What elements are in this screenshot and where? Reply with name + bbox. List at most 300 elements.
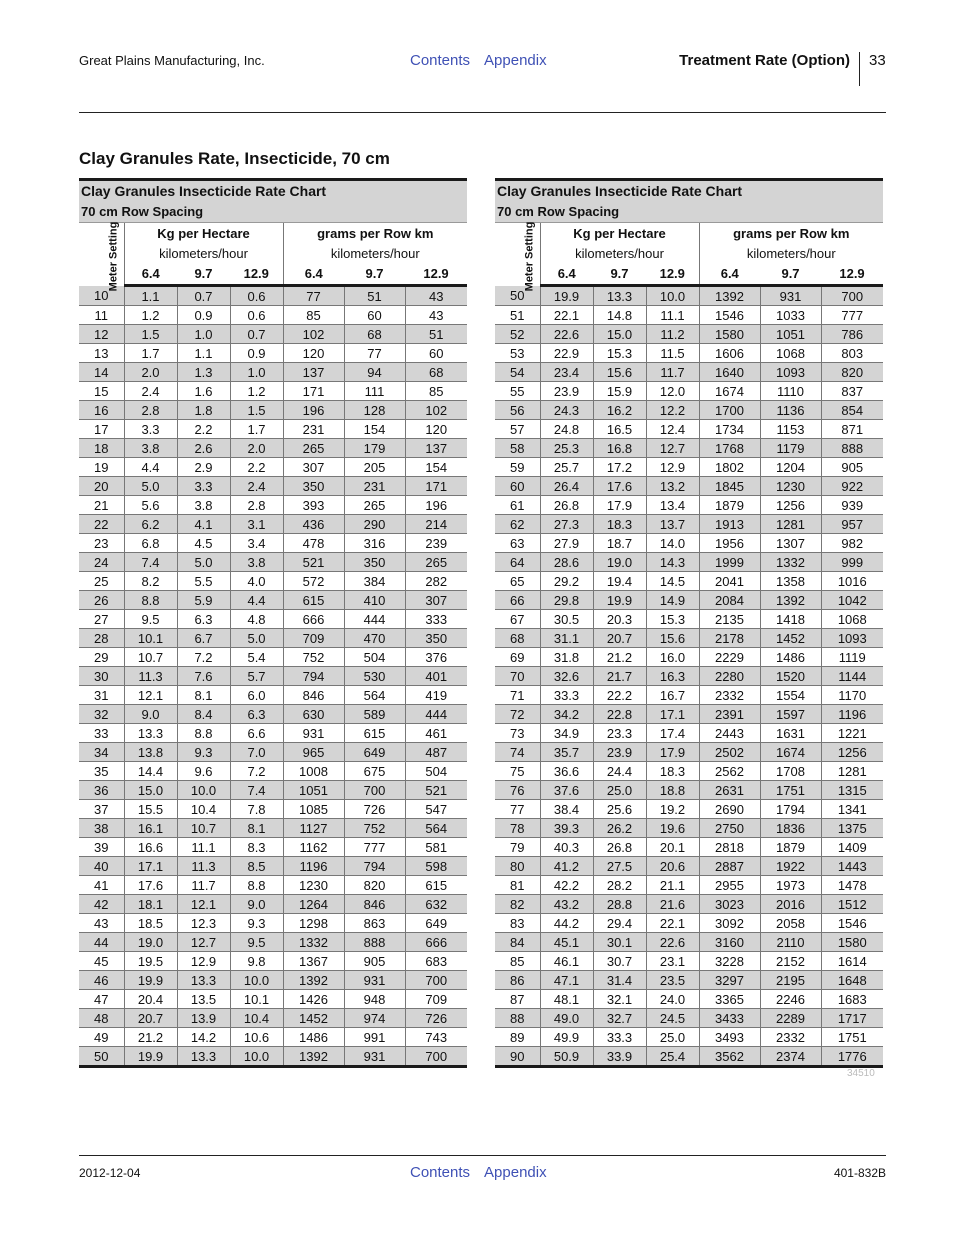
table-row bbox=[495, 1009, 883, 1028]
rate-cell: 11.7 bbox=[646, 363, 699, 382]
rate-cell: 22.6 bbox=[646, 933, 699, 952]
rate-cell: 33.3 bbox=[593, 1028, 646, 1047]
rate-cell: 931 bbox=[283, 724, 344, 743]
rate-cell: 837 bbox=[821, 382, 883, 401]
rate-cell: 1.5 bbox=[124, 325, 177, 344]
speed-column-header: 9.7 bbox=[593, 263, 646, 286]
rate-cell: 6.8 bbox=[124, 534, 177, 553]
rate-cell: 2016 bbox=[760, 895, 821, 914]
rate-cell: 6.2 bbox=[124, 515, 177, 534]
rate-cell: 22.6 bbox=[540, 325, 593, 344]
rate-cell: 10.7 bbox=[124, 648, 177, 667]
table-row bbox=[79, 743, 467, 762]
rate-cell: 1486 bbox=[760, 648, 821, 667]
table-row bbox=[495, 857, 883, 876]
rate-cell: 13.9 bbox=[177, 1009, 230, 1028]
rate-cell: 2110 bbox=[760, 933, 821, 952]
rate-cell: 1196 bbox=[821, 705, 883, 724]
rate-cell: 2.0 bbox=[124, 363, 177, 382]
rate-cell: 888 bbox=[821, 439, 883, 458]
footer-appendix-link[interactable]: Appendix bbox=[484, 1164, 547, 1181]
rate-cell: 1.2 bbox=[230, 382, 283, 401]
meter-setting-cell: 21 bbox=[79, 496, 124, 515]
rate-cell: 350 bbox=[344, 553, 405, 572]
rate-cell: 3160 bbox=[699, 933, 760, 952]
rate-cell: 2195 bbox=[760, 971, 821, 990]
header-row-speeds bbox=[495, 263, 883, 286]
rate-cell: 1614 bbox=[821, 952, 883, 971]
rate-cell: 1256 bbox=[821, 743, 883, 762]
rate-cell: 47.1 bbox=[540, 971, 593, 990]
meter-setting-cell: 20 bbox=[79, 477, 124, 496]
rate-cell: 12.3 bbox=[177, 914, 230, 933]
rate-cell: 7.2 bbox=[230, 762, 283, 781]
rate-cell: 1162 bbox=[283, 838, 344, 857]
rate-cell: 4.4 bbox=[124, 458, 177, 477]
rate-cell: 3.8 bbox=[230, 553, 283, 572]
rate-cell: 1520 bbox=[760, 667, 821, 686]
rate-cell: 137 bbox=[283, 363, 344, 382]
rate-cell: 28.6 bbox=[540, 553, 593, 572]
rate-cell: 7.8 bbox=[230, 800, 283, 819]
rate-cell: 10.4 bbox=[177, 800, 230, 819]
table-row bbox=[79, 933, 467, 952]
rate-cell: 2246 bbox=[760, 990, 821, 1009]
table-row bbox=[79, 344, 467, 363]
table-row bbox=[495, 800, 883, 819]
table-head bbox=[495, 221, 883, 292]
rate-cell: 120 bbox=[405, 420, 467, 439]
rate-cell: 32.7 bbox=[593, 1009, 646, 1028]
rate-cell: 1127 bbox=[283, 819, 344, 838]
rate-cell: 17.1 bbox=[646, 705, 699, 724]
rate-cell: 2955 bbox=[699, 876, 760, 895]
table-row bbox=[79, 857, 467, 876]
rate-cell: 3365 bbox=[699, 990, 760, 1009]
rate-cell: 43.2 bbox=[540, 895, 593, 914]
rate-cell: 1281 bbox=[760, 515, 821, 534]
rate-cell: 2631 bbox=[699, 781, 760, 800]
rate-cell: 196 bbox=[405, 496, 467, 515]
rate-cell: 39.3 bbox=[540, 819, 593, 838]
rate-cell: 1648 bbox=[821, 971, 883, 990]
rate-cell: 5.0 bbox=[177, 553, 230, 572]
rate-cell: 3.3 bbox=[177, 477, 230, 496]
rate-cell: 521 bbox=[405, 781, 467, 800]
rate-cell: 36.6 bbox=[540, 762, 593, 781]
rate-cell: 30.5 bbox=[540, 610, 593, 629]
rate-cell: 14.5 bbox=[646, 572, 699, 591]
table-row bbox=[79, 819, 467, 838]
rate-cell: 1486 bbox=[283, 1028, 344, 1047]
meter-setting-cell: 74 bbox=[495, 743, 540, 762]
rate-cell: 615 bbox=[405, 876, 467, 895]
rate-cell: 171 bbox=[283, 382, 344, 401]
table-row bbox=[79, 325, 467, 344]
rate-cell: 487 bbox=[405, 743, 467, 762]
rate-cell: 19.4 bbox=[593, 572, 646, 591]
rate-cell: 2.8 bbox=[124, 401, 177, 420]
meter-setting-cell: 84 bbox=[495, 933, 540, 952]
rate-cell: 179 bbox=[344, 439, 405, 458]
rate-cell: 30.7 bbox=[593, 952, 646, 971]
rate-cell: 820 bbox=[344, 876, 405, 895]
rate-cell: 393 bbox=[283, 496, 344, 515]
rate-cell: 94 bbox=[344, 363, 405, 382]
rate-cell: 15.6 bbox=[646, 629, 699, 648]
rate-cell: 957 bbox=[821, 515, 883, 534]
table-row bbox=[495, 344, 883, 363]
rate-cell: 8.3 bbox=[230, 838, 283, 857]
speed-column-header: 9.7 bbox=[177, 263, 230, 286]
meter-setting-cell: 44 bbox=[79, 933, 124, 952]
rate-cell: 1768 bbox=[699, 439, 760, 458]
rate-cell: 1478 bbox=[821, 876, 883, 895]
rate-cell: 18.5 bbox=[124, 914, 177, 933]
rate-cell: 1794 bbox=[760, 800, 821, 819]
table-row bbox=[79, 553, 467, 572]
rate-cell: 1230 bbox=[283, 876, 344, 895]
meter-setting-cell: 76 bbox=[495, 781, 540, 800]
rate-cell: 871 bbox=[821, 420, 883, 439]
meter-setting-cell: 34 bbox=[79, 743, 124, 762]
meter-setting-cell: 62 bbox=[495, 515, 540, 534]
rate-cell: 743 bbox=[405, 1028, 467, 1047]
rate-cell: 77 bbox=[344, 344, 405, 363]
table-row bbox=[79, 648, 467, 667]
rate-cell: 1392 bbox=[283, 1047, 344, 1067]
rate-cell: 37.6 bbox=[540, 781, 593, 800]
rate-cell: 1170 bbox=[821, 686, 883, 705]
rate-cell: 20.4 bbox=[124, 990, 177, 1009]
rate-cell: 3.1 bbox=[230, 515, 283, 534]
rate-cell: 16.2 bbox=[593, 401, 646, 420]
rate-cell: 752 bbox=[283, 648, 344, 667]
rate-cell: 12.7 bbox=[177, 933, 230, 952]
table-row bbox=[495, 895, 883, 914]
speed-unit-label: kilometers/hour bbox=[699, 243, 883, 263]
table-row bbox=[495, 534, 883, 553]
meter-setting-cell: 23 bbox=[79, 534, 124, 553]
rate-cell: 12.0 bbox=[646, 382, 699, 401]
kg-per-hectare-header: Kg per Hectare bbox=[573, 225, 666, 241]
rate-cell: 19.6 bbox=[646, 819, 699, 838]
rate-cell: 6.6 bbox=[230, 724, 283, 743]
rate-cell: 13.3 bbox=[124, 724, 177, 743]
table-row bbox=[495, 401, 883, 420]
rate-cell: 1.2 bbox=[124, 306, 177, 325]
rate-cell: 863 bbox=[344, 914, 405, 933]
rate-cell: 2041 bbox=[699, 572, 760, 591]
rate-cell: 102 bbox=[405, 401, 467, 420]
figure-number: 34510 bbox=[847, 1068, 875, 1079]
rate-cell: 1999 bbox=[699, 553, 760, 572]
grams-per-row-km-header: grams per Row km bbox=[283, 223, 467, 243]
rate-cell: 1922 bbox=[760, 857, 821, 876]
table-row bbox=[79, 382, 467, 401]
speed-unit-label: kilometers/hour bbox=[159, 245, 248, 261]
rate-cell: 51 bbox=[405, 325, 467, 344]
table-row bbox=[495, 971, 883, 990]
table-row bbox=[495, 572, 883, 591]
rate-cell: 51 bbox=[344, 286, 405, 306]
table-row bbox=[495, 553, 883, 572]
rate-cell: 1546 bbox=[821, 914, 883, 933]
rate-cell: 17.6 bbox=[124, 876, 177, 895]
rate-cell: 15.5 bbox=[124, 800, 177, 819]
rate-cell: 794 bbox=[344, 857, 405, 876]
meter-setting-cell: 39 bbox=[79, 838, 124, 857]
rate-cell: 1033 bbox=[760, 306, 821, 325]
rate-cell: 25.6 bbox=[593, 800, 646, 819]
table-row bbox=[79, 496, 467, 515]
rate-cell: 5.6 bbox=[124, 496, 177, 515]
table-row bbox=[495, 743, 883, 762]
rate-cell: 1700 bbox=[699, 401, 760, 420]
rate-cell: 504 bbox=[405, 762, 467, 781]
rate-cell: 14.0 bbox=[646, 534, 699, 553]
rate-cell: 2332 bbox=[760, 1028, 821, 1047]
meter-setting-cell: 89 bbox=[495, 1028, 540, 1047]
rate-cell: 3023 bbox=[699, 895, 760, 914]
rate-cell: 444 bbox=[344, 610, 405, 629]
rate-cell: 1512 bbox=[821, 895, 883, 914]
rate-cell: 419 bbox=[405, 686, 467, 705]
rate-cell: 265 bbox=[344, 496, 405, 515]
table-row bbox=[79, 686, 467, 705]
rate-cell: 564 bbox=[405, 819, 467, 838]
meter-setting-cell: 85 bbox=[495, 952, 540, 971]
meter-setting-cell: 52 bbox=[495, 325, 540, 344]
rate-cell: 25.4 bbox=[646, 1047, 699, 1067]
rate-cell: 547 bbox=[405, 800, 467, 819]
rate-cell: 1.6 bbox=[177, 382, 230, 401]
rate-cell: 709 bbox=[283, 629, 344, 648]
rate-cell: 1956 bbox=[699, 534, 760, 553]
table-row bbox=[79, 591, 467, 610]
rate-cell: 752 bbox=[344, 819, 405, 838]
meter-setting-cell: 38 bbox=[79, 819, 124, 838]
contents-link[interactable]: Contents bbox=[410, 52, 471, 69]
rate-cell: 922 bbox=[821, 477, 883, 496]
rate-cell: 20.1 bbox=[646, 838, 699, 857]
rate-cell: 60 bbox=[405, 344, 467, 363]
rate-cell: 137 bbox=[405, 439, 467, 458]
table-row bbox=[495, 952, 883, 971]
rate-cell: 41.2 bbox=[540, 857, 593, 876]
table-head bbox=[79, 221, 467, 292]
rate-cell: 1597 bbox=[760, 705, 821, 724]
rate-cell: 444 bbox=[405, 705, 467, 724]
rate-cell: 1418 bbox=[760, 610, 821, 629]
footer-contents-link[interactable]: Contents bbox=[410, 1164, 471, 1181]
rate-cell: 17.9 bbox=[646, 743, 699, 762]
rate-cell: 9.6 bbox=[177, 762, 230, 781]
rate-cell: 931 bbox=[344, 971, 405, 990]
rate-cell: 939 bbox=[821, 496, 883, 515]
rate-cell: 77 bbox=[283, 286, 344, 306]
rate-cell: 1717 bbox=[821, 1009, 883, 1028]
appendix-link[interactable]: Appendix bbox=[484, 52, 547, 69]
rate-cell: 1256 bbox=[760, 496, 821, 515]
table-row bbox=[495, 838, 883, 857]
table-row bbox=[79, 1028, 467, 1047]
meter-setting-cell: 57 bbox=[495, 420, 540, 439]
rate-cell: 1392 bbox=[699, 286, 760, 306]
rate-cell: 22.2 bbox=[593, 686, 646, 705]
rate-cell: 1042 bbox=[821, 591, 883, 610]
table-row bbox=[79, 286, 467, 306]
rate-cell: 1409 bbox=[821, 838, 883, 857]
table-caption: Clay Granules Insecticide Rate Chart bbox=[81, 183, 327, 199]
rate-cell: 20.3 bbox=[593, 610, 646, 629]
rate-cell: 1119 bbox=[821, 648, 883, 667]
rate-cell: 50.9 bbox=[540, 1047, 593, 1067]
rate-cell: 2818 bbox=[699, 838, 760, 857]
rate-cell: 21.6 bbox=[646, 895, 699, 914]
rate-cell: 1.8 bbox=[177, 401, 230, 420]
rate-cell: 1845 bbox=[699, 477, 760, 496]
rate-cell: 709 bbox=[405, 990, 467, 1009]
meter-setting-cell: 79 bbox=[495, 838, 540, 857]
table-row bbox=[495, 1047, 883, 1067]
rate-cell: 2332 bbox=[699, 686, 760, 705]
table-row bbox=[79, 952, 467, 971]
rate-cell: 17.6 bbox=[593, 477, 646, 496]
meter-setting-label: Meter Setting bbox=[107, 221, 120, 292]
rate-cell: 13.8 bbox=[124, 743, 177, 762]
speed-column-header: 9.7 bbox=[760, 263, 821, 286]
meter-setting-cell: 77 bbox=[495, 800, 540, 819]
rate-cell: 376 bbox=[405, 648, 467, 667]
rate-cell: 1708 bbox=[760, 762, 821, 781]
table-row bbox=[495, 286, 883, 306]
rate-cell: 1204 bbox=[760, 458, 821, 477]
rate-cell: 6.7 bbox=[177, 629, 230, 648]
table-row bbox=[495, 458, 883, 477]
rate-cell: 9.3 bbox=[230, 914, 283, 933]
rate-cell: 2.4 bbox=[230, 477, 283, 496]
rate-cell: 21.1 bbox=[646, 876, 699, 895]
rate-cell: 1008 bbox=[283, 762, 344, 781]
rate-cell: 1221 bbox=[821, 724, 883, 743]
rate-cell: 581 bbox=[405, 838, 467, 857]
rate-cell: 1640 bbox=[699, 363, 760, 382]
rate-cell: 10.6 bbox=[230, 1028, 283, 1047]
rate-cell: 931 bbox=[760, 286, 821, 306]
rate-cell: 675 bbox=[344, 762, 405, 781]
rate-cell: 26.2 bbox=[593, 819, 646, 838]
rate-cell: 2.2 bbox=[177, 420, 230, 439]
table-caption: Clay Granules Insecticide Rate Chart bbox=[497, 183, 743, 199]
rate-cell: 11.7 bbox=[177, 876, 230, 895]
rate-cell: 10.7 bbox=[177, 819, 230, 838]
meter-setting-cell: 30 bbox=[79, 667, 124, 686]
meter-setting-label: Meter Setting bbox=[523, 221, 536, 292]
rate-cell: 846 bbox=[344, 895, 405, 914]
table-row bbox=[79, 477, 467, 496]
rate-cell: 1196 bbox=[283, 857, 344, 876]
rate-cell: 34.2 bbox=[540, 705, 593, 724]
rate-cell: 1.1 bbox=[124, 286, 177, 306]
meter-setting-cell: 70 bbox=[495, 667, 540, 686]
rate-cell: 38.4 bbox=[540, 800, 593, 819]
rate-cell: 25.7 bbox=[540, 458, 593, 477]
rate-cell: 777 bbox=[344, 838, 405, 857]
meter-setting-cell: 22 bbox=[79, 515, 124, 534]
table-row bbox=[495, 819, 883, 838]
table-row bbox=[79, 458, 467, 477]
rate-cell: 19.9 bbox=[124, 1047, 177, 1067]
company-name: Great Plains Manufacturing, Inc. bbox=[79, 53, 265, 68]
rate-cell: 3.8 bbox=[124, 439, 177, 458]
rate-cell: 3.8 bbox=[177, 496, 230, 515]
rate-cell: 20.7 bbox=[593, 629, 646, 648]
rate-cell: 13.7 bbox=[646, 515, 699, 534]
meter-setting-cell: 82 bbox=[495, 895, 540, 914]
speed-column-header: 12.9 bbox=[646, 263, 699, 286]
table-row bbox=[495, 990, 883, 1009]
table-row bbox=[79, 914, 467, 933]
rate-cell: 68 bbox=[344, 325, 405, 344]
table-row bbox=[79, 724, 467, 743]
table-row bbox=[495, 781, 883, 800]
rate-cell: 16.7 bbox=[646, 686, 699, 705]
speed-column-header: 6.4 bbox=[540, 263, 593, 286]
rate-cell: 649 bbox=[405, 914, 467, 933]
rate-cell: 23.9 bbox=[540, 382, 593, 401]
meter-setting-cell: 16 bbox=[79, 401, 124, 420]
meter-setting-header bbox=[79, 221, 124, 292]
rate-cell: 478 bbox=[283, 534, 344, 553]
rate-cell: 5.5 bbox=[177, 572, 230, 591]
rate-cell: 17.1 bbox=[124, 857, 177, 876]
page-number: 33 bbox=[869, 52, 886, 69]
meter-setting-cell: 50 bbox=[79, 1047, 124, 1067]
meter-setting-cell: 86 bbox=[495, 971, 540, 990]
rate-cell: 4.1 bbox=[177, 515, 230, 534]
table-row bbox=[495, 1028, 883, 1047]
rate-cell: 17.9 bbox=[593, 496, 646, 515]
rate-cell: 4.4 bbox=[230, 591, 283, 610]
rate-cell: 589 bbox=[344, 705, 405, 724]
rate-cell: 13.4 bbox=[646, 496, 699, 515]
rate-cell: 22.1 bbox=[540, 306, 593, 325]
rate-cell: 290 bbox=[344, 515, 405, 534]
rate-cell: 15.9 bbox=[593, 382, 646, 401]
rate-cell: 615 bbox=[283, 591, 344, 610]
footer-nav bbox=[410, 1164, 561, 1181]
meter-setting-cell: 90 bbox=[495, 1047, 540, 1067]
rate-cell: 25.3 bbox=[540, 439, 593, 458]
rate-table-left bbox=[79, 178, 467, 1068]
rate-cell: 6.3 bbox=[177, 610, 230, 629]
grams-per-row-km-header: grams per Row km bbox=[699, 223, 883, 243]
rate-cell: 20.6 bbox=[646, 857, 699, 876]
table-row bbox=[495, 610, 883, 629]
meter-setting-cell: 50 bbox=[495, 286, 540, 306]
rate-cell: 15.3 bbox=[646, 610, 699, 629]
header-nav bbox=[410, 52, 561, 69]
header-divider bbox=[859, 52, 860, 86]
meter-setting-cell: 67 bbox=[495, 610, 540, 629]
meter-setting-cell: 46 bbox=[79, 971, 124, 990]
rate-cell: 3092 bbox=[699, 914, 760, 933]
rate-cell: 1085 bbox=[283, 800, 344, 819]
meter-setting-cell: 63 bbox=[495, 534, 540, 553]
meter-setting-cell: 42 bbox=[79, 895, 124, 914]
rate-cell: 14.4 bbox=[124, 762, 177, 781]
